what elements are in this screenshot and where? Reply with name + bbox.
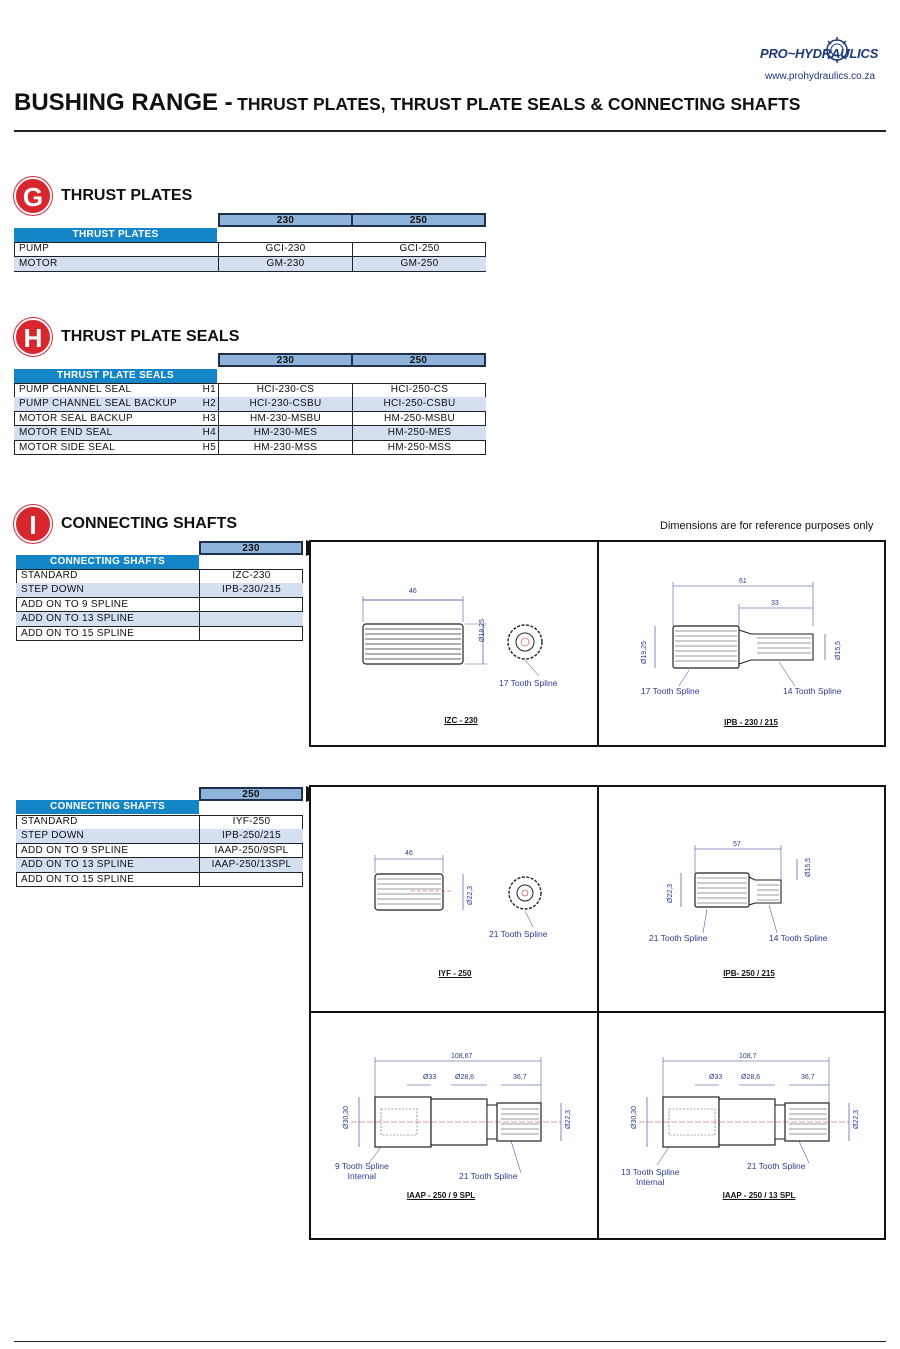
diagram-iaap-250-9spl [309,1011,599,1240]
table-label: CONNECTING SHAFTS [16,555,199,569]
row-code: H4 [202,427,216,439]
table-row [14,412,486,427]
column-header-250: 250 [199,787,303,801]
diagram-ipb-230-215 [597,540,886,747]
diagram-label: IPB - 230 / 215 [724,718,778,727]
section-badge-h: H [14,318,52,356]
dim-diameter: Ø22,3 [467,885,474,905]
row-value: IAAP-250/9SPL [199,844,303,858]
row-code: H2 [202,398,216,410]
header-rule [14,130,886,132]
dimensions-note: Dimensions are for reference purposes only [660,520,874,532]
row-code: H5 [202,441,216,453]
callout-internal-spline [335,1161,389,1181]
row-value-230: HCI-230-CSBU [218,397,352,411]
table-row [14,426,486,441]
row-name: ADD ON TO 13 SPLINE [21,613,135,625]
dim-diameter-a: Ø19,25 [641,641,648,664]
callout-spline: 21 Tooth Spline [747,1161,806,1171]
callout-line-2: Internal [347,1171,377,1181]
table-row [16,858,303,873]
dim-diameter-right: Ø22,3 [853,1109,860,1129]
dim-diameter-left: Ø30,30 [631,1106,638,1129]
table-row [14,257,486,272]
row-value-250: GM-250 [352,257,486,271]
page-title-main: BUSHING RANGE - [14,89,233,116]
row-value [199,598,303,612]
row-name: ADD ON TO 9 SPLINE [21,598,129,610]
row-name: ADD ON TO 13 SPLINE [21,859,135,871]
table-row [14,441,486,456]
diagram-label: IYF - 250 [438,969,472,978]
dim-diameter-b: Ø28,6 [455,1074,475,1081]
row-name: ADD ON TO 15 SPLINE [21,873,135,885]
row-value-230: GCI-230 [218,242,352,256]
row-name: STEP DOWN [21,830,85,842]
callout-spline-b: 14 Tooth Spline [769,933,828,943]
row-value-250: HM-250-MSBU [352,412,486,426]
table-label: CONNECTING SHAFTS [16,800,199,814]
table-row [16,612,303,627]
row-name: PUMP CHANNEL SEAL [19,384,132,395]
row-value: IZC-230 [199,569,303,583]
row-value-250: GCI-250 [352,242,486,256]
brand-logo [760,40,890,86]
row-name: PUMP [19,243,50,254]
diagram-label: IAAP - 250 / 9 SPL [406,1191,476,1200]
table-row [16,844,303,859]
row-name: MOTOR END SEAL [19,427,113,439]
section-badge-g: G [14,177,52,215]
row-name: MOTOR SIDE SEAL [19,441,116,453]
dim-diameter-b: Ø15,5 [805,857,812,877]
row-value [199,627,303,641]
table-row [16,627,303,642]
dim-diameter-right: Ø22,3 [565,1109,572,1129]
dim-total-length: 61 [739,578,747,585]
diagram-ipb-250-215 [597,785,886,1013]
column-header-250: 250 [351,213,486,227]
section-badge-i: I [14,505,52,543]
diagram-izc-230 [309,540,599,747]
table-row [16,815,303,830]
section-title-connecting-shafts: CONNECTING SHAFTS [61,515,237,532]
row-value: IPB-250/215 [199,829,303,843]
shaft-drawing-izc [311,542,597,745]
dim-length-c: 36,7 [801,1074,815,1081]
dim-diameter-a: Ø22,3 [667,883,674,903]
page-title [14,89,800,117]
diagram-iyf-250 [309,785,599,1013]
dim-length-c: 36,7 [513,1074,527,1081]
diagram-iaap-250-13spl [597,1011,886,1240]
table-row [16,829,303,844]
logo-text: PRO~HYDRAULICS [760,46,879,61]
section-title-thrust-plate-seals: THRUST PLATE SEALS [61,328,240,345]
row-value-250: HM-250-MES [352,426,486,440]
callout-spline: 21 Tooth Spline [459,1171,518,1181]
table-label: THRUST PLATE SEALS [14,369,217,383]
row-value: IPB-230/215 [199,583,303,597]
dim-length: 46 [405,850,413,857]
row-name: ADD ON TO 15 SPLINE [21,627,135,639]
callout-line-2: Internal [636,1177,665,1187]
row-name: STANDARD [21,570,78,581]
row-value-250: HCI-250-CSBU [352,397,486,411]
column-header-250: 250 [351,353,486,367]
row-code: H1 [202,384,216,395]
row-name: STEP DOWN [21,584,85,596]
page-title-sub: THRUST PLATES, THRUST PLATE SEALS & CONNECTING SHAFTS [237,94,801,114]
dim-total-length: 108,7 [739,1053,757,1060]
column-header-230: 230 [218,213,353,227]
table-row [14,383,486,398]
callout-spline: 17 Tooth Spline [499,678,558,688]
website-link[interactable]: www.prohydraulics.co.za [765,71,876,82]
dim-diameter-b: Ø28,6 [741,1074,761,1081]
dim-diameter-b: Ø15,5 [835,640,842,660]
row-name: STANDARD [21,816,78,827]
table-row [14,397,486,412]
diagram-label: IAAP - 250 / 13 SPL [722,1191,796,1200]
row-name: PUMP CHANNEL SEAL BACKUP [19,398,177,410]
dim-diameter-left: Ø30,30 [343,1106,350,1129]
callout-spline: 21 Tooth Spline [489,929,548,939]
dim-total-length: 57 [733,841,741,848]
dim-step-length: 33 [771,600,779,607]
section-title-thrust-plates: THRUST PLATES [61,187,193,204]
row-value-230: HCI-230-CS [218,383,352,397]
callout-line-1: 13 Tooth Spline [621,1167,680,1177]
row-value: IYF-250 [199,815,303,829]
callout-spline-a: 17 Tooth Spline [641,686,700,696]
dim-total-length: 108,67 [451,1053,473,1060]
dim-diameter-a: Ø33 [709,1074,723,1081]
diagram-label: IZC - 230 [444,716,478,725]
table-row [16,873,303,888]
row-value [199,873,303,887]
table-row [16,583,303,598]
row-name: ADD ON TO 9 SPLINE [21,844,129,856]
shaft-drawing-iaap9 [311,1013,597,1238]
shaft-drawing-iaap13 [599,1013,884,1238]
table-row [16,598,303,613]
row-value-230: HM-230-MSBU [218,412,352,426]
table-row [14,242,486,257]
dim-length: 46 [409,588,417,595]
dim-diameter: Ø18,25 [479,619,486,642]
row-name: MOTOR SEAL BACKUP [19,412,134,424]
row-value-250: HCI-250-CS [352,383,486,397]
diagram-label: IPB- 250 / 215 [723,969,775,978]
callout-spline-b: 14 Tooth Spline [783,686,842,696]
row-name: MOTOR [19,258,58,269]
row-value: IAAP-250/13SPL [199,858,303,872]
table-label: THRUST PLATES [14,228,217,242]
column-header-230: 230 [199,541,303,555]
dim-diameter-a: Ø33 [423,1074,437,1081]
row-code: H3 [202,412,216,424]
table-row [16,569,303,584]
row-value [199,612,303,626]
row-value-250: HM-250-MSS [352,441,486,455]
callout-line-1: 9 Tooth Spline [335,1161,389,1171]
row-value-230: HM-230-MSS [218,441,352,455]
row-value-230: HM-230-MES [218,426,352,440]
row-value-230: GM-230 [218,257,352,271]
footer-rule [14,1341,886,1342]
column-header-230: 230 [218,353,353,367]
callout-internal-spline [621,1167,679,1187]
callout-spline-a: 21 Tooth Spline [649,933,708,943]
